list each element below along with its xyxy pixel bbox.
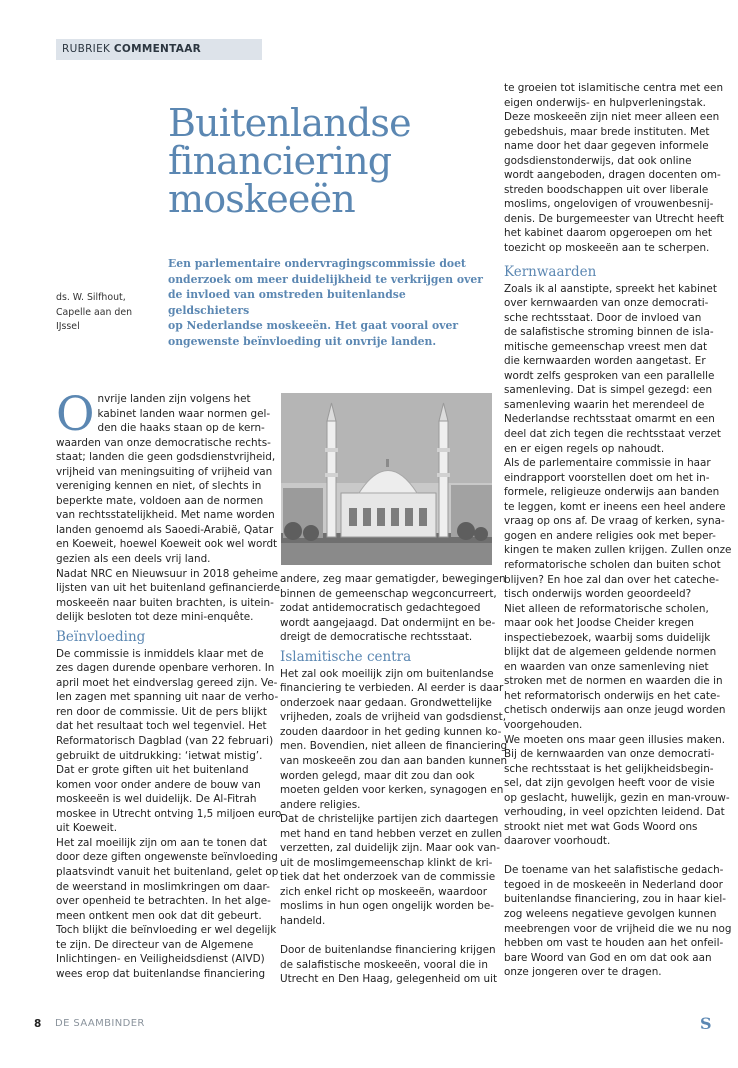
text-line: met hand en tand hebben verzet en zullen — [280, 827, 503, 840]
text-line: handeld. — [280, 915, 326, 928]
text-line: inspectiebezoek, waarbij soms duidelijk — [504, 631, 711, 644]
text-line: gezien als een deels vrij land. — [56, 553, 211, 566]
text-line: zes dagen durende openbare verhoren. In — [56, 662, 275, 675]
text-line: wordt aangeboden, dragen docenten om- — [504, 169, 721, 182]
text-line: gebruikt de uitdrukking: ‘ietwat mistig’. — [56, 749, 263, 762]
article-title — [168, 101, 468, 221]
text-line: over kernwaarden van onze democrati- — [504, 297, 709, 310]
text-line: worden gelegd, maar dit zou dan ook — [280, 769, 475, 782]
text-line: te groeien tot islamitische centra met een — [504, 82, 724, 94]
text-line: de salafistische stroming binnen de isla- — [504, 326, 714, 339]
mosque-illustration — [281, 393, 492, 565]
text-line: financiering te verbieden. Al eerder is daar — [280, 682, 504, 695]
text-line: andere, zeg maar gematigder, bewegingen — [280, 573, 506, 585]
text-line: gogen en andere religies ook met beper- — [504, 529, 716, 542]
text-line: Door de buitenlandse financiering krijgen — [280, 944, 496, 957]
author-byline — [56, 291, 156, 335]
magazine-brand: DE SAAMBINDER — [55, 1018, 145, 1029]
text-line: het reformatorisch onderwijs en het cate- — [504, 689, 721, 702]
text-line: voorgehouden. — [504, 718, 583, 731]
text-line: landen genoemd als Saoedi-Arabië, Qatar — [56, 523, 274, 536]
text-line: blijkt dat de algemeen geldende normen — [504, 646, 717, 659]
text-line: zog weleens negatieve gevolgen kunnen — [504, 908, 717, 921]
text-line: van moskeeën zou dan aan banden kunnen — [280, 755, 508, 768]
text-line: vereniging kennen en niet, of slechts in — [56, 480, 262, 493]
column-3-body-c — [504, 863, 732, 979]
text-line: april moet het eindverslag gereed zijn. Ve- — [56, 676, 278, 689]
text-line: chetisch onderwijs aan onze jeugd worden — [504, 704, 726, 717]
section-heading-kernwaarden: Kernwaarden — [504, 263, 597, 280]
text-line: moslims, ongelovigen of vrouwenbesnij- — [504, 198, 714, 211]
page-number: 8 — [34, 1018, 42, 1030]
title-line: moskeeën — [168, 177, 355, 221]
rubric-name: COMMENTAAR — [113, 43, 202, 55]
text-line: zich enkel richt op moskeeën, waardoor — [280, 885, 488, 898]
text-line: Inlichtingen- en Veiligheidsdienst (AIVD) — [56, 953, 265, 966]
text-line: meen ontkent men ook dat dit gebeurt. — [56, 909, 262, 922]
text-line: reformatorische scholen dan buiten schot — [504, 558, 721, 571]
mosque-photo — [281, 393, 492, 565]
text-line: samenleving waarin het merendeel de — [504, 398, 705, 411]
text-line: tegoed in de moskeeën in Nederland door — [504, 878, 723, 891]
text-line: len zagen met spanning uit naar de verho- — [56, 691, 279, 704]
section-heading-islamitische-centra: Islamitische centra — [280, 648, 412, 665]
column-2-body-a — [280, 572, 506, 645]
text-line: gebedshuis, maar brede instituten. Met — [504, 125, 710, 138]
column-2-body-c — [280, 943, 498, 987]
paragraph-gap — [504, 849, 718, 864]
text-line: eigen onderwijs- en hulpverleningstak. — [504, 96, 706, 109]
text-line: bare Woord van God en om dat ook aan — [504, 951, 712, 964]
author-line: IJssel — [56, 321, 80, 333]
text-line: Nadat NRC en Nieuwsuur in 2018 geheime — [56, 567, 278, 580]
text-line: blijven? En hoe zal dan over het catechе- — [504, 573, 719, 586]
lead-line: Een parlementaire ondervragingscommissie doet — [168, 257, 466, 270]
article-column-3 — [504, 81, 732, 980]
text-line: ren door de commissie. Uit de pers blijkt — [56, 705, 267, 718]
text-line: binnen de gemeenschap wegconcurreert, — [280, 587, 497, 600]
text-line: men. Bovendien, niet alleen de financiering — [280, 740, 508, 753]
text-line: kabinet landen waar normen gel- — [97, 407, 271, 420]
text-line: vrijheid van meningsuiting of vrijheid van — [56, 465, 273, 478]
text-line: wordt zelfs gesproken van een parallelle — [504, 369, 715, 382]
text-line: tiek dat het onderzoek van de commissie — [280, 871, 496, 884]
text-line: Het zal ook moeilijk zijn om buitenlandse — [280, 667, 494, 680]
text-line: te leggen, komt er ineens een heel andere — [504, 500, 726, 513]
article-column-1 — [56, 387, 282, 981]
text-line: sche rechtsstaat. Door de invloed van — [504, 311, 702, 324]
text-line: De commissie is inmiddels klaar met de — [56, 647, 264, 660]
rubric-label — [56, 39, 262, 60]
text-line: de salafistische moskeeën, vooral die in — [280, 958, 488, 971]
text-line: Het zal moeilijk zijn om aan te tonen dat — [56, 836, 267, 849]
author-line: ds. W. Silfhout, — [56, 292, 126, 303]
text-line: die kernwaarden worden aangetast. Er — [504, 355, 706, 368]
text-line: nvrije landen zijn volgens het — [97, 393, 251, 405]
text-line: strookt niet met wat Gods Woord ons — [504, 820, 698, 833]
column-3-body-a — [504, 81, 724, 256]
text-line: vrijheden, zoals de vrijheid van godsdienst, — [280, 711, 507, 724]
text-line: Dat de christelijke partijen zich daartegen — [280, 813, 499, 826]
text-line: denis. De burgemeester van Utrecht heeft — [504, 212, 724, 225]
text-line: waarden van onze democratische rechts- — [56, 436, 271, 449]
text-line: over openheid te betrachten. In het alge- — [56, 895, 271, 908]
lead-line: de invloed van omstreden buitenlandse geldschieters — [168, 288, 406, 317]
text-line: te zijn. De directeur van de Algemene — [56, 938, 254, 951]
text-line: maar ook het Joodse Cheider kregen — [504, 617, 695, 630]
intro-paragraph — [56, 387, 271, 442]
text-line: komen voor onder andere de bouw van — [56, 778, 261, 791]
text-line: en Koeweit, hoewel Koeweit ook wel wordt — [56, 538, 278, 551]
text-line: Nederlandse rechtsstaat omarmt en een — [504, 413, 715, 426]
text-line: uit de moslimgemeenschap klinkt de kri- — [280, 856, 493, 869]
text-line: formele, religieuze onderwijs aan banden — [504, 486, 720, 499]
column-1-body-b — [56, 647, 282, 982]
text-line: van rechtsstatelijkheid. Met name worden — [56, 509, 275, 522]
text-line: den die haaks staan op de kern- — [97, 422, 265, 435]
text-line: hebben om vast te houden aan het onfeil- — [504, 937, 724, 950]
text-line: streden boodschappen uit over liberale — [504, 183, 709, 196]
text-line: andere religies. — [280, 798, 361, 811]
text-line: en er eigen regels op nahoudt. — [504, 442, 665, 455]
lead-line: ongewenste beïnvloeding uit onvrije landen. — [168, 334, 437, 348]
section-heading-beinvloeding: Beïnvloeding — [56, 628, 146, 645]
lead-line: onderzoek om meer duidelijkheid te verkrijgen over — [168, 272, 483, 286]
end-of-article-mark: S — [700, 1014, 712, 1033]
text-line: Reformatorisch Dagblad (van 22 februari) — [56, 735, 274, 748]
text-line: zodat antidemocratisch gedachtegoed — [280, 602, 481, 615]
text-line: Dat er grote giften uit het buitenland — [56, 764, 249, 777]
article-column-2 — [280, 572, 508, 987]
text-line: moskeeën naar buiten brachten, is uitein- — [56, 596, 274, 609]
text-line: stroken met de normen en waarden die in — [504, 675, 723, 688]
text-line: dat het resultaat toch wel tegenviel. Het — [56, 720, 267, 733]
text-line: beperkte mate, voldoen aan de normen — [56, 494, 264, 507]
text-line: Utrecht en Den Haag, gelegenheid om uit — [280, 973, 498, 986]
text-line: verzetten, zal duidelijk zijn. Maar ook van- — [280, 842, 501, 855]
text-line: Niet alleen de reformatorische scholen, — [504, 602, 709, 615]
text-line: delijk besloten tot deze mini-enquête. — [56, 611, 254, 624]
text-line: moeten gelden voor kerken, synagogen en — [280, 784, 504, 797]
text-line: verhouding, in veel opzichten leidend. Dat — [504, 806, 725, 819]
text-line: moskee in Utrecht ontving 1,5 miljoen euro — [56, 807, 282, 820]
text-line: daarover voorhoudt. — [504, 835, 611, 848]
text-line: plaatsvindt vanuit het buitenland, gelet op — [56, 865, 279, 878]
drop-cap: O — [56, 387, 95, 442]
text-line: de weerstand in moslimkringen om daar- — [56, 880, 270, 893]
text-line: moslims in hun ogen ongelijk worden be- — [280, 900, 495, 913]
article-lead — [168, 256, 490, 350]
text-line: buitenlandse financiering, zou in haar kiel- — [504, 893, 726, 906]
text-line: Als de parlementaire commissie in haar — [504, 457, 711, 470]
author-line: Capelle aan den — [56, 306, 133, 318]
title-line: Buitenlandse — [168, 101, 411, 145]
text-line: meebrengen voor de vrijheid die we nu nog — [504, 922, 732, 935]
text-line: staat; landen die geen godsdienstvrijheid, — [56, 451, 276, 464]
text-line: deel dat zich tegen die rechtsstaat verzet — [504, 428, 721, 441]
text-line: zouden daardoor in het geding kunnen ko- — [280, 725, 502, 738]
lead-line: op Nederlandse moskeeën. Het gaat vooral over — [168, 319, 459, 333]
text-line: vraag op ons af. De vraag of kerken, syna- — [504, 515, 725, 528]
text-line: sche rechtsstaat is het gelijkheidsbegin- — [504, 762, 714, 775]
text-line: en waarden van onze samenleving niet — [504, 660, 709, 673]
text-line: wees erop dat buitenlandse financiering — [56, 967, 266, 980]
text-line: moskeeën is wel duidelijk. De Al-Fitrah — [56, 793, 257, 806]
text-line: Zoals ik al aanstipte, spreekt het kabinet — [504, 282, 717, 295]
text-line: onderzoek naar gedaan. Grondwettelijke — [280, 696, 492, 709]
rubric-prefix: RUBRIEK — [62, 43, 111, 55]
text-line: mitische gemeenschap vreest men dat — [504, 340, 708, 353]
column-2-body-b — [280, 667, 508, 929]
text-line: Toch blijkt die beïnvloeding er wel degelijk — [56, 924, 277, 937]
column-3-body-b — [504, 282, 732, 849]
text-line: De toename van het salafistische gedach- — [504, 864, 724, 877]
text-line: samenleving. Dat is simpel gezegd: een — [504, 384, 713, 397]
text-line: Deze moskeeën zijn niet meer alleen een — [504, 111, 720, 124]
text-line: wordt aangejaagd. Dat ondermijnt en be- — [280, 616, 496, 629]
text-line: eindrapport voorstellen doet om het in- — [504, 471, 710, 484]
text-line: het kabinet daarom opgeroepen om het — [504, 227, 712, 240]
text-line: kingen te maken zullen krijgen. Zullen onze — [504, 544, 732, 557]
column-1-body-a — [56, 436, 281, 625]
text-line: godsdienstonderwijs, dat ook online — [504, 154, 692, 167]
text-line: uit Koeweit. — [56, 822, 118, 835]
text-line: onze jongeren over te dragen. — [504, 966, 662, 979]
paragraph-gap — [280, 929, 492, 944]
text-line: op geslacht, huwelijk, gezin en man-vrouw- — [504, 791, 730, 804]
text-line: toezicht op moskeeën aan te scherpen. — [504, 242, 710, 255]
title-line: financiering — [168, 139, 392, 183]
text-line: tisch onderwijs worden geoordeeld? — [504, 588, 692, 601]
text-line: dreigt de democratische rechtsstaat. — [280, 631, 473, 644]
text-line: door deze giften ongewenste beïnvloeding — [56, 851, 278, 864]
text-line: lijsten van uit het buitenland gefinancierde — [56, 582, 281, 595]
text-line: name door het daar gegeven informele — [504, 140, 709, 153]
text-line: Bij de kernwaarden van onze democrati- — [504, 748, 715, 761]
text-line: sel, dat zijn gevolgen heeft voor de visie — [504, 777, 715, 790]
text-line: We moeten ons maar geen illusies maken. — [504, 733, 726, 746]
